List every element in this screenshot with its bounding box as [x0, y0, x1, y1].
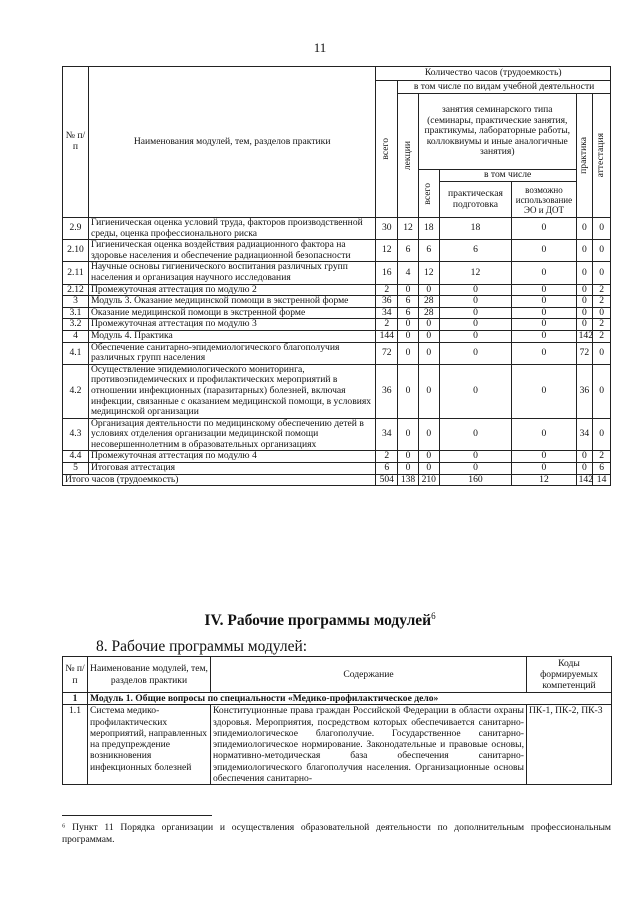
- row-pr-cell: 36: [576, 364, 593, 418]
- row-total-cell: 34: [376, 307, 398, 319]
- footnote-marker: 6: [431, 611, 436, 621]
- row-att-cell: 2: [593, 284, 611, 296]
- row-lect-cell: 6: [398, 307, 419, 319]
- row-eo-cell: 0: [512, 240, 576, 262]
- row-att-cell: 0: [593, 364, 611, 418]
- row-pp-cell: 0: [439, 418, 512, 451]
- row-lect-cell: 4: [398, 262, 419, 284]
- row-eo-cell: 0: [512, 296, 576, 308]
- row-eo-cell: 0: [512, 418, 576, 451]
- row-name: Организация деятельности по медицинскому обеспечению детей в условиях отделения организации медицинской помощи несовершеннолетним в образовательных организациях: [88, 418, 375, 451]
- row-num: 5: [63, 463, 89, 475]
- row-total-cell: 36: [376, 296, 398, 308]
- row-sem-cell: 0: [418, 451, 439, 463]
- table-row: [63, 307, 611, 319]
- row-pp-cell: 0: [439, 364, 512, 418]
- table-row: [63, 330, 611, 342]
- table-row: [63, 284, 611, 296]
- row-eo-cell: 0: [512, 262, 576, 284]
- row-pr-cell: 0: [576, 296, 593, 308]
- hours-table: [62, 66, 611, 486]
- prog-header-content: Содержание: [211, 657, 527, 693]
- row-sem-cell: 0: [418, 284, 439, 296]
- footnote-rule: [62, 815, 212, 816]
- row-pr-cell: 34: [576, 418, 593, 451]
- row-total-cell: 30: [376, 218, 398, 240]
- row-sem-cell: 0: [418, 330, 439, 342]
- row-name: Гигиеническая оценка воздействия радиационного фактора на здоровье населения и обеспечение радиационной безопасности: [88, 240, 375, 262]
- row-num: 3.1: [63, 307, 89, 319]
- header-incl-types: в том числе по видам учебной деятельности: [398, 81, 611, 94]
- table-row: [63, 451, 611, 463]
- row-pr-cell: 0: [576, 319, 593, 331]
- row-num: 3.2: [63, 319, 89, 331]
- row-lect-cell: 0: [398, 463, 419, 475]
- table-row: [63, 463, 611, 475]
- section-title: IV. Рабочие программы модулей$^6$: [204, 611, 436, 630]
- program-row-content: Конституционные права граждан Российской Федерации в области охраны здоровья. Мероприятия, посредством которых обеспечивается санитарно-эпидемиологическое благополучие. Государственное санитарно-эпидемиологическое нормирование. Законодательные и правовые основы, нормативно-методическая база обеспечения санитарно-эпидемиологического благополучия населения. Организационные основы обеспечения санитарно-: [211, 705, 527, 785]
- row-eo-cell: 0: [512, 319, 576, 331]
- header-prac-training: практическая подготовка: [439, 182, 512, 218]
- row-lect-cell: 0: [398, 330, 419, 342]
- row-pp-cell: 18: [439, 218, 512, 240]
- row-sem-cell: 28: [418, 307, 439, 319]
- header-incl: в том числе: [439, 170, 576, 182]
- row-pp-cell: 0: [439, 463, 512, 475]
- row-pp-cell: 0: [439, 342, 512, 364]
- row-name: Модуль 3. Оказание медицинской помощи в экстренной форме: [88, 296, 375, 308]
- row-pr-cell: 142: [576, 330, 593, 342]
- row-total-cell: 12: [376, 240, 398, 262]
- row-lect-cell: 0: [398, 418, 419, 451]
- row-name: Научные основы гигиенического воспитания различных групп населения и организация научного исследования: [88, 262, 375, 284]
- program-row-name: Система медико-профилактических мероприятий, направленных на предупреждение возникновения инфекционных болезней: [88, 705, 211, 785]
- row-num: 2.10: [63, 240, 89, 262]
- row-pr-cell: 0: [576, 218, 593, 240]
- row-att-cell: 6: [593, 463, 611, 475]
- total-row-cell: 142: [576, 474, 593, 486]
- row-lect-cell: 6: [398, 296, 419, 308]
- row-att-cell: 0: [593, 307, 611, 319]
- row-pr-cell: 0: [576, 451, 593, 463]
- row-lect-cell: 12: [398, 218, 419, 240]
- total-row-cell: 210: [418, 474, 439, 486]
- row-pp-cell: 0: [439, 451, 512, 463]
- table-row: [63, 262, 611, 284]
- row-total-cell: 144: [376, 330, 398, 342]
- row-att-cell: 2: [593, 296, 611, 308]
- prog-header-num: № п/п: [63, 657, 88, 693]
- row-sem-cell: 28: [418, 296, 439, 308]
- row-att-cell: 2: [593, 451, 611, 463]
- total-row-cell: 160: [439, 474, 512, 486]
- subsection-title: 8. Рабочие программы модулей:: [96, 638, 308, 655]
- header-sem-total: всего: [418, 170, 439, 218]
- row-pr-cell: 0: [576, 240, 593, 262]
- row-num: 4.3: [63, 418, 89, 451]
- row-total-cell: 36: [376, 364, 398, 418]
- table-row: [63, 364, 611, 418]
- row-name: Оказание медицинской помощи в экстренной форме: [88, 307, 375, 319]
- program-row-codes: ПК-1, ПК-2, ПК-3: [527, 705, 612, 785]
- total-row-cell: 14: [593, 474, 611, 486]
- row-pr-cell: 72: [576, 342, 593, 364]
- row-sem-cell: 0: [418, 463, 439, 475]
- row-pp-cell: 6: [439, 240, 512, 262]
- row-att-cell: 2: [593, 319, 611, 331]
- table-row: [63, 418, 611, 451]
- row-name: Промежуточная аттестация по модулю 2: [88, 284, 375, 296]
- row-sem-cell: 0: [418, 342, 439, 364]
- row-pp-cell: 12: [439, 262, 512, 284]
- total-row-cell: 12: [512, 474, 576, 486]
- row-sem-cell: 18: [418, 218, 439, 240]
- row-lect-cell: 0: [398, 451, 419, 463]
- row-num: 4: [63, 330, 89, 342]
- row-pp-cell: 0: [439, 330, 512, 342]
- prog-header-codes: Коды формируемых компетенций: [527, 657, 612, 693]
- programs-table: [62, 656, 612, 785]
- row-att-cell: 2: [593, 330, 611, 342]
- header-num: № п/п: [63, 67, 89, 218]
- row-num: 4.1: [63, 342, 89, 364]
- table-row: [63, 240, 611, 262]
- row-att-cell: 0: [593, 240, 611, 262]
- row-pr-cell: 0: [576, 307, 593, 319]
- row-total-cell: 34: [376, 418, 398, 451]
- header-seminars: занятия семинарского типа (семинары, практические занятия, практикумы, лабораторные работы, коллоквиумы и иные аналогичные занятия): [418, 94, 576, 170]
- table-row: [63, 218, 611, 240]
- row-pr-cell: 0: [576, 463, 593, 475]
- row-name: Обеспечение санитарно-эпидемиологического благополучия различных групп населения: [88, 342, 375, 364]
- row-sem-cell: 12: [418, 262, 439, 284]
- row-eo-cell: 0: [512, 218, 576, 240]
- row-eo-cell: 0: [512, 307, 576, 319]
- header-lectures: лекции: [398, 94, 419, 218]
- row-name: Гигиеническая оценка условий труда, факторов производственной среды, оценка профессионального риска: [88, 218, 375, 240]
- header-practice: практика: [576, 94, 593, 218]
- row-att-cell: 0: [593, 342, 611, 364]
- row-eo-cell: 0: [512, 342, 576, 364]
- row-sem-cell: 0: [418, 418, 439, 451]
- page-number: 11: [313, 40, 327, 55]
- row-sem-cell: 0: [418, 364, 439, 418]
- module-row-num: 1: [63, 693, 88, 705]
- row-name: Модуль 4. Практика: [88, 330, 375, 342]
- row-pr-cell: 0: [576, 262, 593, 284]
- row-total-cell: 2: [376, 284, 398, 296]
- row-att-cell: 0: [593, 262, 611, 284]
- row-sem-cell: 6: [418, 240, 439, 262]
- row-total-cell: 6: [376, 463, 398, 475]
- row-total-cell: 2: [376, 319, 398, 331]
- row-pp-cell: 0: [439, 307, 512, 319]
- header-remote: возможно использование ЭО и ДОТ: [512, 182, 576, 218]
- row-att-cell: 0: [593, 218, 611, 240]
- table-row: [63, 319, 611, 331]
- row-total-cell: 2: [376, 451, 398, 463]
- total-row-cell: 504: [376, 474, 398, 486]
- row-lect-cell: 6: [398, 240, 419, 262]
- row-total-cell: 72: [376, 342, 398, 364]
- row-num: 2.9: [63, 218, 89, 240]
- module-row-title: Модуль 1. Общие вопросы по специальности «Медико-профилактическое дело»: [88, 693, 612, 705]
- program-row-num: 1.1: [63, 705, 88, 785]
- row-pp-cell: 0: [439, 296, 512, 308]
- row-pr-cell: 0: [576, 284, 593, 296]
- total-row-label: Итого часов (трудоемкость): [63, 474, 376, 486]
- row-eo-cell: 0: [512, 330, 576, 342]
- row-att-cell: 0: [593, 418, 611, 451]
- header-name: Наименования модулей, тем, разделов практики: [88, 67, 375, 218]
- row-name: Итоговая аттестация: [88, 463, 375, 475]
- header-qty: Количество часов (трудоемкость): [376, 67, 611, 81]
- row-name: Промежуточная аттестация по модулю 3: [88, 319, 375, 331]
- prog-header-name: Наименование модулей, тем, разделов практики: [88, 657, 211, 693]
- row-sem-cell: 0: [418, 319, 439, 331]
- row-num: 3: [63, 296, 89, 308]
- row-lect-cell: 0: [398, 364, 419, 418]
- table-row: [63, 296, 611, 308]
- row-name: Промежуточная аттестация по модулю 4: [88, 451, 375, 463]
- row-name: Осуществление эпидемиологического мониторинга, противоэпидемических и профилактических мероприятий в отношении инфекционных (паразитарных) болезней, включая инфекции, связанные с оказанием медицинской помощи, в условиях медицинской организации: [88, 364, 375, 418]
- row-lect-cell: 0: [398, 284, 419, 296]
- total-row-cell: 138: [398, 474, 419, 486]
- row-num: 4.4: [63, 451, 89, 463]
- row-eo-cell: 0: [512, 364, 576, 418]
- row-pp-cell: 0: [439, 319, 512, 331]
- row-lect-cell: 0: [398, 342, 419, 364]
- row-num: 2.11: [63, 262, 89, 284]
- table-row: [63, 342, 611, 364]
- row-pp-cell: 0: [439, 284, 512, 296]
- header-attestation: аттестация: [593, 94, 611, 218]
- row-eo-cell: 0: [512, 451, 576, 463]
- header-total: всего: [376, 81, 398, 218]
- footnote: ⁶ Пункт 11 Порядка организации и осуществления образовательной деятельности по дополнительным профессиональным программам.: [62, 822, 611, 845]
- row-lect-cell: 0: [398, 319, 419, 331]
- row-total-cell: 16: [376, 262, 398, 284]
- row-num: 4.2: [63, 364, 89, 418]
- row-eo-cell: 0: [512, 463, 576, 475]
- row-num: 2.12: [63, 284, 89, 296]
- row-eo-cell: 0: [512, 284, 576, 296]
